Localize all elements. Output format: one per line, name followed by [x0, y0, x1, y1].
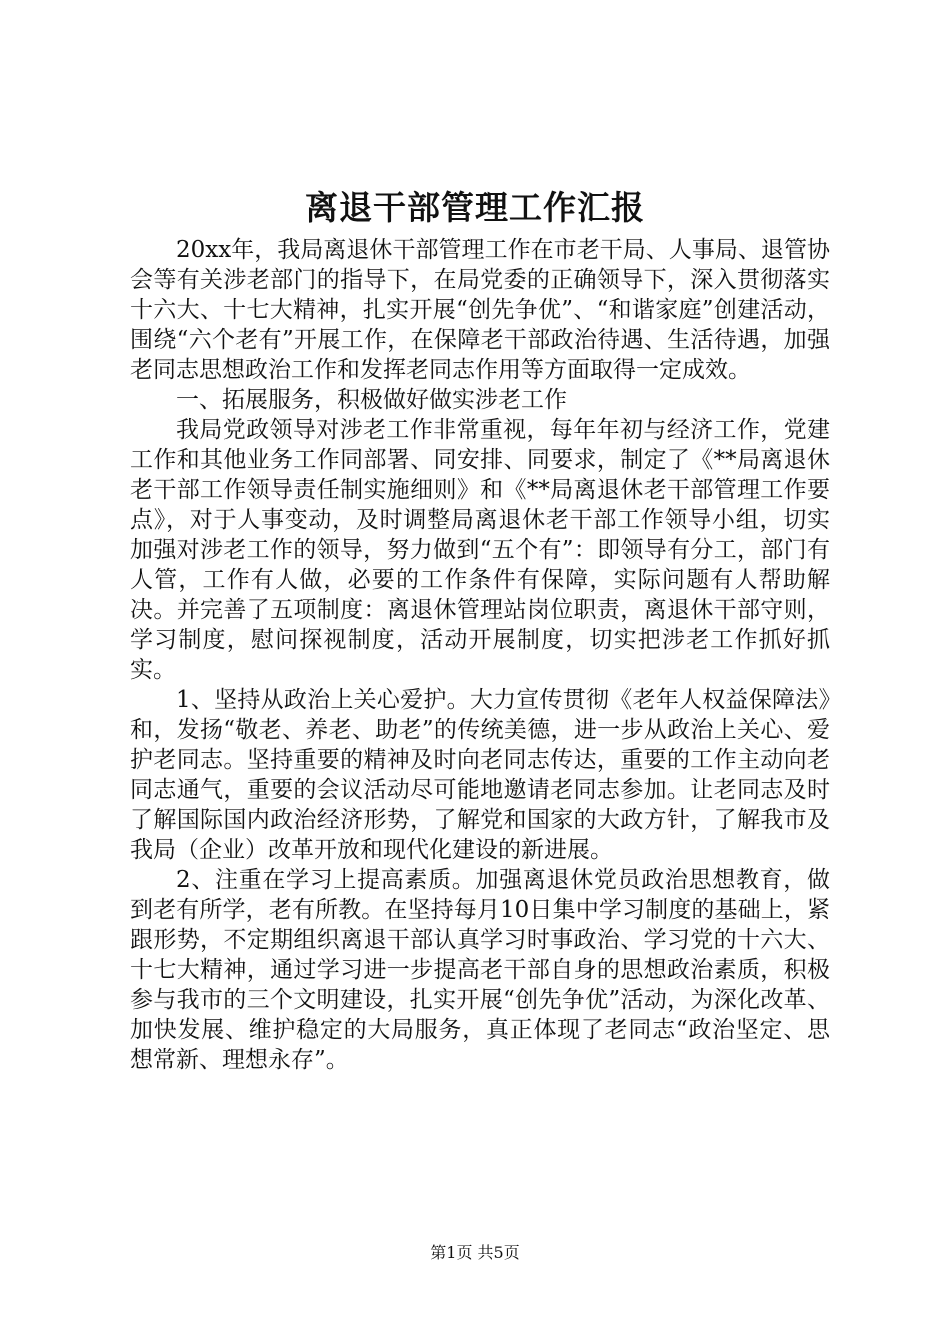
document-body: [130, 235, 830, 1075]
paragraph-intro: 20xx年，我局离退休干部管理工作在市老干局、人事局、退管协会等有关涉老部门的指导下，在局党委的正确领导下，深入贯彻落实十六大、十七大精神，扎实开展“创先争优”、“和谐家庭”创建活动，围绕“六个老有”开展工作，在保障老干部政治待遇、生活待遇，加强老同志思想政治工作和发挥老同志作用等方面取得一定成效。: [130, 237, 830, 383]
paragraph-leadership: 我局党政领导对涉老工作非常重视，每年年初与经济工作，党建工作和其他业务工作同部署、同安排、同要求，制定了《**局离退休老干部工作领导责任制实施细则》和《**局离退休老干部管理工作要点》，对于人事变动，及时调整局离退休老干部工作领导小组，切实加强对涉老工作的领导，努力做到“五个有”：即领导有分工，部门有人管，工作有人做，必要的工作条件有保障，实际问题有人帮助解决。并完善了五项制度：离退休管理站岗位职责，离退休干部守则，学习制度，慰问探视制度，活动开展制度，切实把涉老工作抓好抓实。: [130, 417, 830, 683]
paragraph-political-care: 1、坚持从政治上关心爱护。大力宣传贯彻《老年人权益保障法》和，发扬“敬老、养老、助老”的传统美德，进一步从政治上关心、爱护老同志。坚持重要的精神及时向老同志传达，重要的工作主动向老同志通气，重要的会议活动尽可能地邀请老同志参加。让老同志及时了解国际国内政治经济形势，了解党和国家的大政方针，了解我市及我局（企业）改革开放和现代化建设的新进展。: [130, 687, 830, 863]
document-title: 离退干部管理工作汇报: [305, 188, 645, 227]
paragraph-study: 2、注重在学习上提高素质。加强离退休党员政治思想教育，做到老有所学，老有所教。在坚持每月10日集中学习制度的基础上，紧跟形势，不定期组织离退干部认真学习时事政治、学习党的十六大、十七大精神，通过学习进一步提高老干部自身的思想政治素质，积极参与我市的三个文明建设，扎实开展“创先争优”活动，为深化改革、加快发展、维护稳定的大局服务，真正体现了老同志“政治坚定、思想常新、理想永存”。: [130, 867, 830, 1073]
section-heading-1: 一、拓展服务，积极做好做实涉老工作: [176, 387, 567, 413]
page-number-footer: 第1页 共5页: [430, 1243, 520, 1262]
